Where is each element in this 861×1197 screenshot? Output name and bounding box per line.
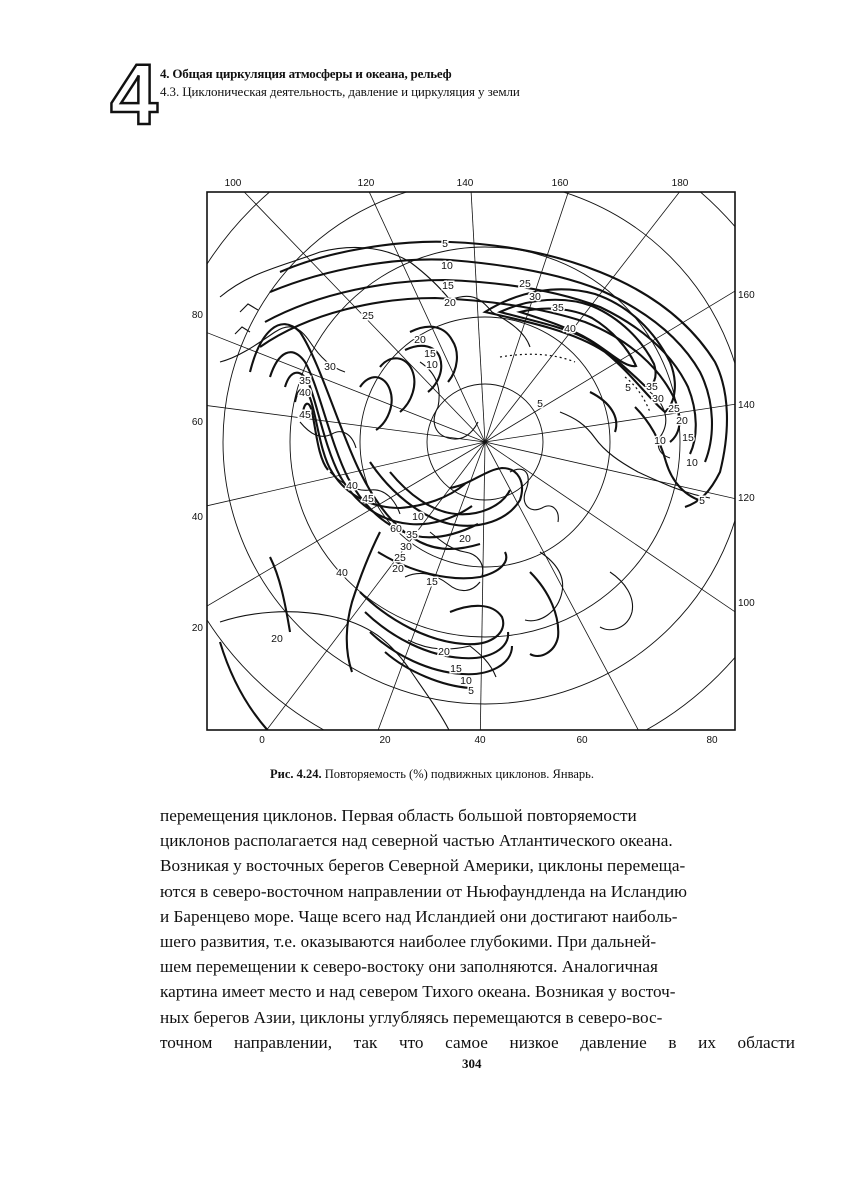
isoline-label: 20 <box>414 334 426 346</box>
isoline-label: 30 <box>652 393 664 405</box>
isoline-label: 25 <box>362 310 374 322</box>
figure-caption-label: Рис. 4.24. <box>270 767 322 781</box>
body-text-line: картина имеет место и над севером Тихого океана. Возникая у восточ- <box>160 982 676 1002</box>
isoline-label: 10 <box>441 260 453 272</box>
isoline-label: 10 <box>412 511 424 523</box>
isoline-label: 20 <box>459 533 471 545</box>
isoline-label: 35 <box>299 375 311 387</box>
tick-label-bottom: 60 <box>576 735 588 746</box>
isoline-label: 25 <box>519 278 531 290</box>
isoline-label: 60 <box>390 523 402 535</box>
isoline-label: 15 <box>450 663 462 675</box>
tick-label-top: 140 <box>456 178 474 189</box>
tick-label-right: 120 <box>738 493 755 504</box>
isoline-label: 45 <box>299 409 311 421</box>
chapter-number: 4 <box>110 47 158 143</box>
tick-label-top: 120 <box>357 178 375 189</box>
figure-caption <box>270 767 594 782</box>
isoline-label: 15 <box>442 280 454 292</box>
tick-label-bottom: 0 <box>259 735 265 746</box>
tick-label-left: 80 <box>191 310 203 321</box>
figure-caption-text: Повторяемость (%) подвижных циклонов. Январь. <box>324 767 594 781</box>
isoline-label: 25 <box>394 552 406 564</box>
tick-label-right: 160 <box>738 290 755 301</box>
isoline-label: 40 <box>346 480 358 492</box>
running-header-subtitle: 4.3. Циклоническая деятельность, давление и циркуляция у земли <box>160 84 520 99</box>
isoline-label: 30 <box>400 541 412 553</box>
tick-label-right: 140 <box>738 400 755 411</box>
isoline-label: 5 <box>468 685 474 697</box>
map-svg <box>180 172 755 752</box>
isoline-label: 20 <box>438 646 450 658</box>
isoline-label: 20 <box>676 415 688 427</box>
isoline-label: 5 <box>699 495 705 507</box>
isoline-label: 20 <box>392 563 404 575</box>
tick-label-bottom: 40 <box>474 735 486 746</box>
isoline-label: 15 <box>426 576 438 588</box>
isoline-label: 5 <box>442 238 448 250</box>
body-text-line: циклонов располагается над северной частью Атлантического океана. <box>160 831 673 851</box>
tick-label-bottom: 80 <box>706 735 718 746</box>
isoline-label: 10 <box>460 675 472 687</box>
tick-label-right: 100 <box>738 598 755 609</box>
isoline-label: 10 <box>426 359 438 371</box>
tick-label-bottom: 20 <box>379 735 391 746</box>
tick-label-top: 160 <box>551 178 569 189</box>
isoline-label: 30 <box>529 291 541 303</box>
isoline-label: 35 <box>552 302 564 314</box>
isoline-label: 15 <box>682 432 694 444</box>
page-number: 304 <box>462 1056 482 1071</box>
isoline-label: 25 <box>668 403 680 415</box>
tick-label-top: 100 <box>224 178 242 189</box>
body-text-line: перемещения циклонов. Первая область большой повторяемости <box>160 806 637 825</box>
tick-label-left: 20 <box>191 623 203 634</box>
cyclone-frequency-map <box>180 172 755 752</box>
isoline-label: 5 <box>537 398 543 410</box>
isoline-label: 10 <box>686 457 698 469</box>
isoline-label: 15 <box>424 348 436 360</box>
isoline-label: 20 <box>271 633 283 645</box>
body-text-line: точном направлении, так что самое низкое давление в их области <box>160 1032 795 1052</box>
isoline-label: 40 <box>564 323 576 335</box>
isoline-label: 45 <box>362 493 374 505</box>
body-text-line: ных берегов Азии, циклоны углубляясь перемещаются в северо-вос- <box>160 1007 663 1027</box>
isoline-label: 40 <box>336 567 348 579</box>
isoline-label: 35 <box>406 529 418 541</box>
body-text-line: ются в северо-восточном направлении от Ньюфаундленда на Исландию <box>160 881 687 901</box>
isoline-label: 35 <box>646 381 658 393</box>
body-text <box>160 803 795 1055</box>
isoline-label: 5 <box>625 382 631 394</box>
tick-label-left: 40 <box>191 512 203 523</box>
tick-label-left: 60 <box>191 417 203 428</box>
body-text-line: и Баренцево море. Чаще всего над Исландией они достигают наиболь- <box>160 906 678 926</box>
isoline-label: 10 <box>654 435 666 447</box>
isoline-label: 30 <box>324 361 336 373</box>
body-text-line: шего развития, т.е. оказываются наиболее глубокими. При дальней- <box>160 932 657 952</box>
tick-label-top: 180 <box>671 178 689 189</box>
running-header-title: 4. Общая циркуляция атмосферы и океана, рельеф <box>160 66 452 81</box>
isoline-label: 20 <box>444 297 456 309</box>
body-text-line: шем перемещении к северо-востоку они заполняются. Аналогичная <box>160 957 658 977</box>
body-text-line: Возникая у восточных берегов Северной Америки, циклоны перемеща- <box>160 856 686 876</box>
isoline-label: 40 <box>299 387 311 399</box>
